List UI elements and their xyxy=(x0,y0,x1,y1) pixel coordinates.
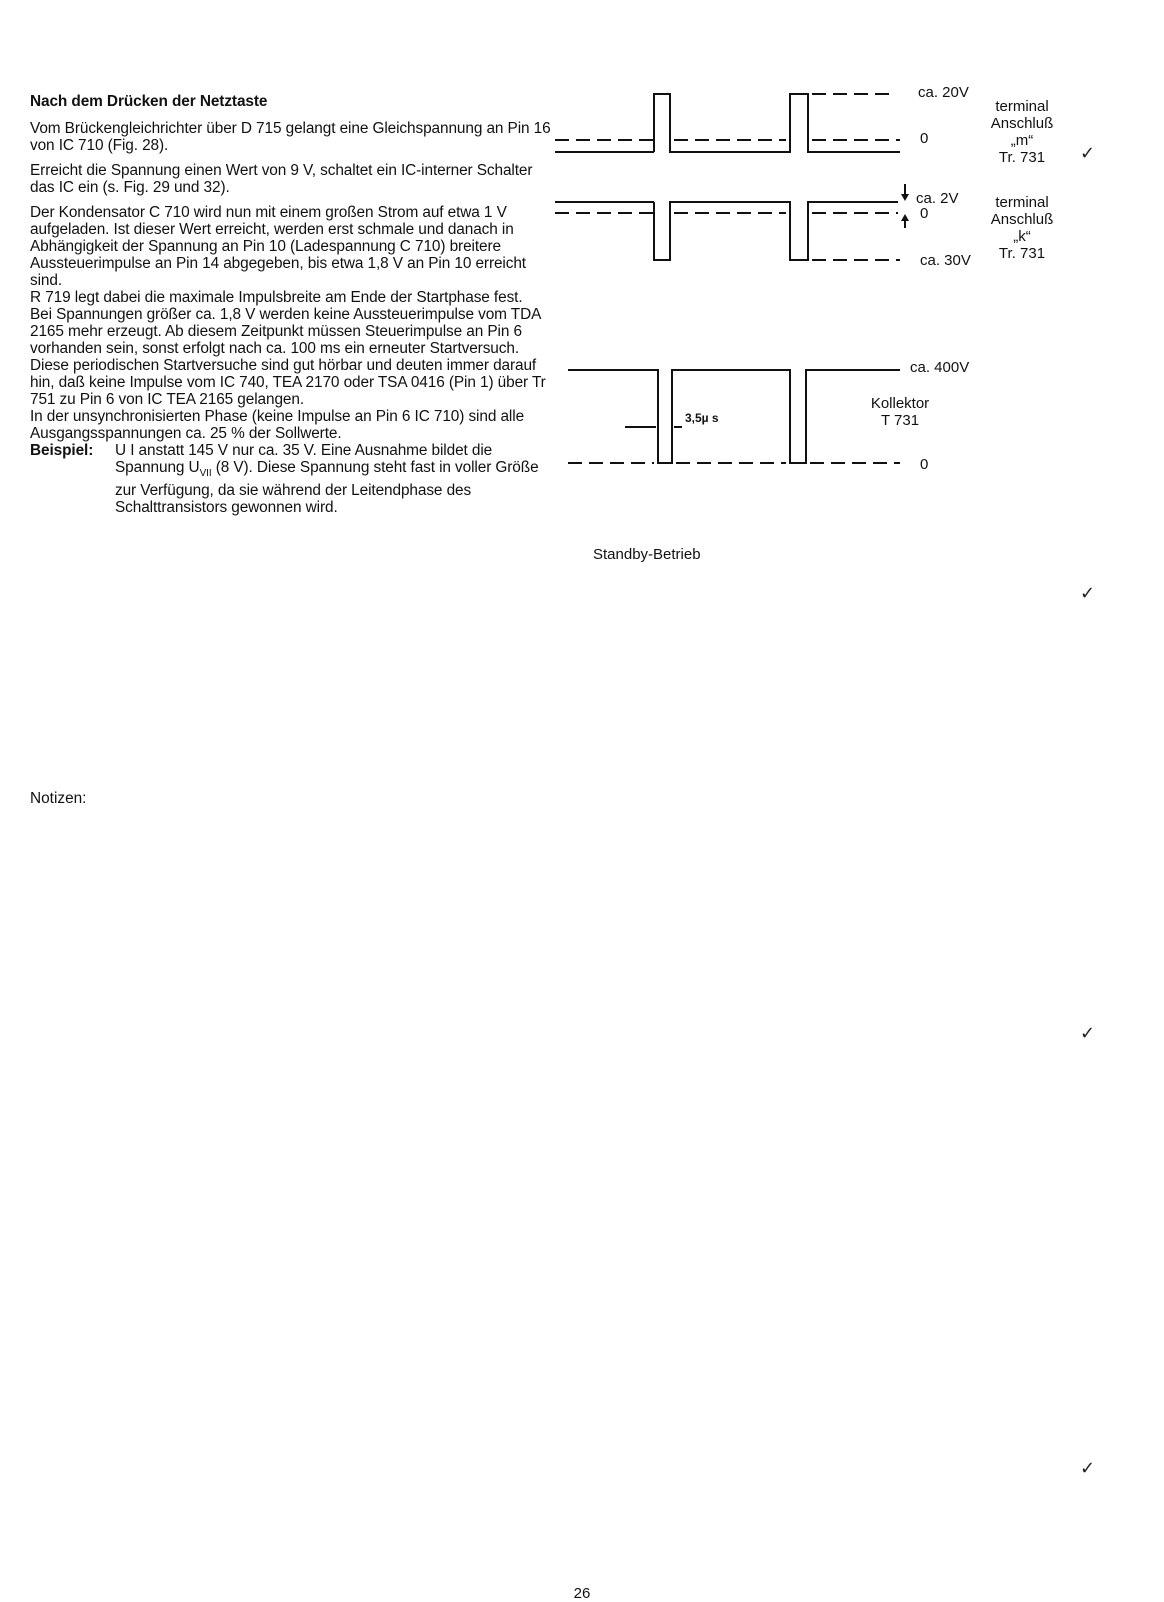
wave-k-level-top: ca. 2V xyxy=(916,190,959,207)
wave-collector-caption xyxy=(860,395,940,429)
wave-k-arrowhead-top xyxy=(901,194,909,201)
body-text-column xyxy=(30,93,555,516)
wave-m-caption xyxy=(982,98,1062,166)
wave-collector-caption-1: Kollektor xyxy=(870,395,930,412)
wave-k-level-low: ca. 30V xyxy=(920,252,971,269)
punch-mark-icon: ✓ xyxy=(1080,143,1096,163)
mode-caption: Standby-Betrieb xyxy=(593,546,701,563)
wave-k-caption-4: Tr. 731 xyxy=(998,245,1046,262)
example-label: Beispiel: xyxy=(30,442,94,459)
wave-k-pulses xyxy=(654,202,898,260)
paragraph-5: Bei Spannungen größer ca. 1,8 V werden keine Aussteuerimpulse vom TDA 2165 mehr erzeugt. Ab diesem Zeitpunkt müssen Steuerimpulse an Pin 6 vorhanden sein, sonst erfolgt nach ca. 100 ms ein erneuter Startversuch. xyxy=(30,306,541,357)
punch-mark-icon: ✓ xyxy=(1080,1023,1096,1043)
wave-collector-level-zero: 0 xyxy=(920,456,929,473)
wave-m-level-high: ca. 20V xyxy=(918,84,969,101)
wave-k-caption-2: Anschluß xyxy=(990,211,1054,228)
example-block xyxy=(30,442,555,516)
wave-m-caption-1: terminal xyxy=(995,98,1049,115)
punch-mark-icon: ✓ xyxy=(1080,583,1096,603)
wave-k-caption xyxy=(982,194,1062,262)
wave-m-level-zero: 0 xyxy=(920,130,929,147)
example-text xyxy=(115,442,555,516)
wave-m-pulses xyxy=(654,94,900,152)
notes-label: Notizen: xyxy=(30,790,87,807)
example-text-b: (8 V). Diese Spannung steht fast in voller Größe zur Verfügung, da sie während der Leitendphase des Schalttransistors gewonnen wird. xyxy=(115,459,539,517)
wave-collector-pulses xyxy=(568,370,900,463)
punch-mark-icon: ✓ xyxy=(1080,1458,1096,1478)
wave-m-caption-4: Tr. 731 xyxy=(998,149,1046,166)
page-number: 26 xyxy=(573,1585,591,1602)
example-text-a: U I anstatt 145 V nur ca. 35 V. Eine Ausnahme bildet die Spannung U xyxy=(115,442,493,476)
wave-k-caption-3: „k“ xyxy=(1013,228,1031,245)
wave-m-caption-3: „m“ xyxy=(1010,132,1034,149)
wave-collector-level-high: ca. 400V xyxy=(910,359,970,376)
paragraph-1: Vom Brückengleichrichter über D 715 gelangt eine Gleichspannung an Pin 16 von IC 710 (Fig. 28). xyxy=(30,120,551,154)
paragraph-2: Erreicht die Spannung einen Wert von 9 V, schaltet ein IC-interner Schalter das IC ein (s. Fig. 29 und 32). xyxy=(30,162,533,196)
paragraph-7: In der unsynchronisierten Phase (keine Impulse an Pin 6 IC 710) sind alle Ausgangsspannungen ca. 25 % der Sollwerte. xyxy=(30,408,525,442)
waveform-diagram xyxy=(550,80,1110,580)
section-heading: Nach dem Drücken der Netztaste xyxy=(30,93,268,110)
paragraph-3: Der Kondensator C 710 wird nun mit einem großen Strom auf etwa 1 V aufgeladen. Ist dieser Wert erreicht, werden erst schmale und danach in Abhängigkeit der Spannung an Pin 10 (Ladespannung C 710) breitere Aussteuerimpulse an Pin 14 abgegeben, bis etwa 1,8 V an Pin 10 erreicht sind. xyxy=(30,204,526,289)
wave-k-level-zero: 0 xyxy=(920,205,929,222)
paragraph-4: R 719 legt dabei die maximale Impulsbreite am Ende der Startphase fest. xyxy=(30,289,523,306)
wave-collector-caption-2: T 731 xyxy=(880,412,920,429)
wave-k-arrowhead-bottom xyxy=(901,214,909,221)
wave-k-caption-1: terminal xyxy=(995,194,1049,211)
paragraph-6: Diese periodischen Startversuche sind gut hörbar und deuten immer darauf hin, daß keine Impulse vom IC 740, TEA 2170 oder TSA 0416 (Pin 1) über Tr 751 zu Pin 6 von IC TEA 2165 gelangen. xyxy=(30,357,546,408)
wave-m-caption-2: Anschluß xyxy=(990,115,1054,132)
example-subscript: VII xyxy=(199,468,212,480)
wave-collector-pulse-width: 3,5µ s xyxy=(685,411,719,425)
